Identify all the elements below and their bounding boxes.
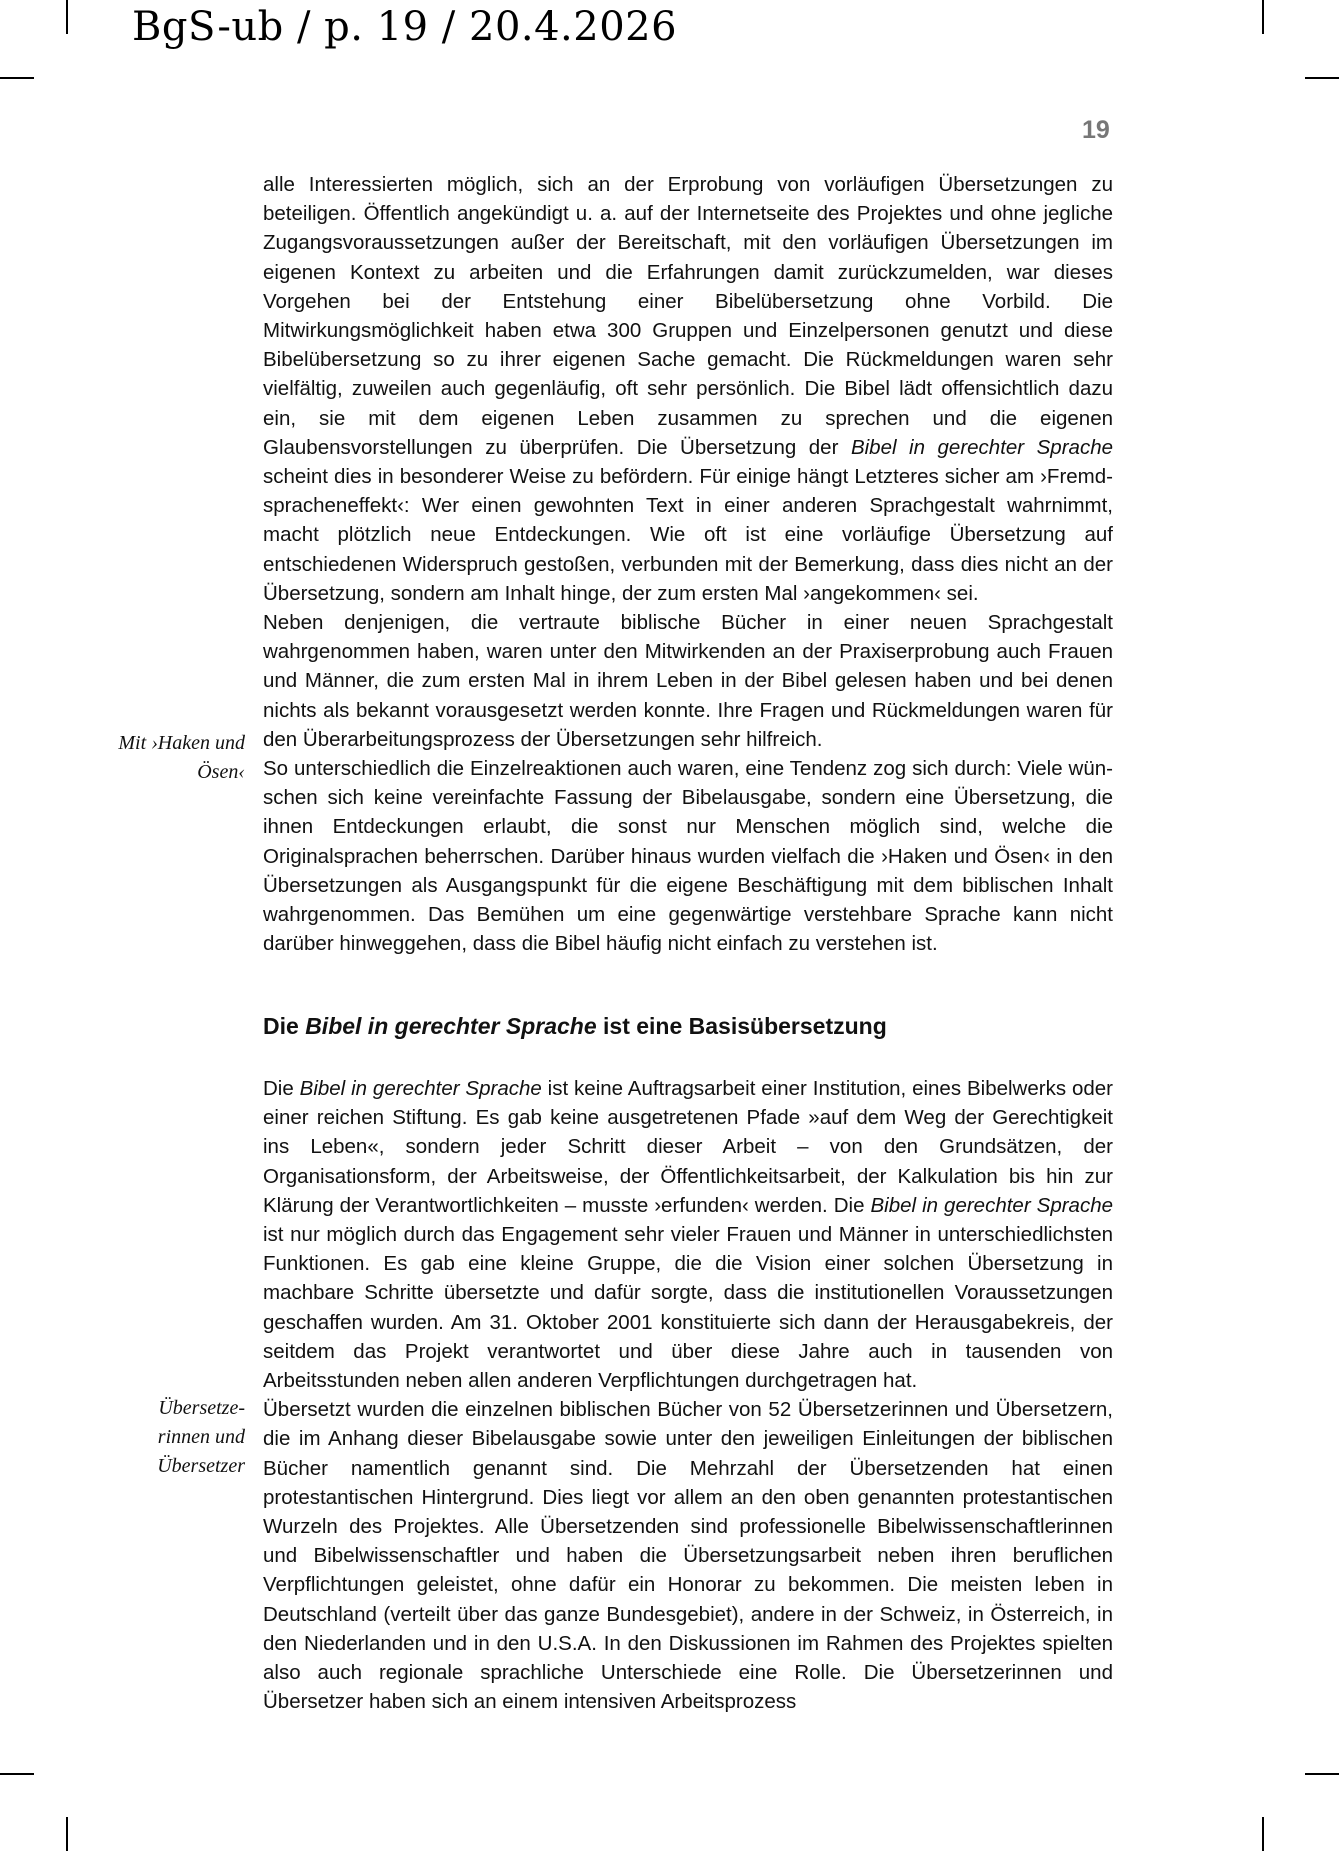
page-number: 19	[1082, 116, 1110, 144]
margin-note: Mit ›Haken und Ösen‹	[118, 732, 245, 784]
crop-mark	[0, 1773, 34, 1775]
italic-title: Bibel in gerechter Sprache	[299, 1077, 542, 1100]
paragraph: Übersetzt wurden die einzelnen biblischen Bücher von 52 Übersetzerinnen und Übersetzern, die im Anhang dieser Bibelausgabe sowie unter den jeweiligen Einleitungen der biblischen Bücher namentlich genannt sind. Die Mehrzahl der Übersetzenden hat einen protestantischen Hintergrund. Dies liegt vor allem an den oben genannten protestantischen Wurzeln des Projektes. Alle Übersetzenden sind professionelle Bibelwissenschaftlerinnen und Bibelwissenschaftler und haben die Übersetzungsarbeit neben ihren beruflichen Verpflichtungen geleistet, ohne dafür ein Honorar zu bekommen. Die meisten leben in Deutschland (verteilt über das ganze Bundesgebiet), andere in der Schweiz, in Österreich, in den Niederlanden und in den U.S.A. In den Diskussionen im Rahmen des Projektes spielten also auch regionale sprachliche Unterschiede eine Rolle. Die Übersetzerinnen und Übersetzer haben sich an einem intensiven Arbeitsprozess	[263, 1398, 1113, 1714]
paragraph: So unterschiedlich die Einzelreaktionen auch waren, eine Tendenz zog sich durch: Viele wünschen sich keine vereinfachte Fassung der Bibelausgabe, sondern eine Übersetzung, die ihnen Entdeckungen erlaubt, die sonst nur Menschen möglich sind, welche die Originalsprachen beherrschen. Darüber hinaus wurden vielfach die ›Haken und Ösen‹ in den Übersetzungen als Ausgangspunkt für die eigene Beschäftigung mit dem biblischen Inhalt wahrgenommen. Das Bemühen um eine gegenwärtige verstehbare Sprache kann nicht darüber hinweggehen, dass die Bibel häufig nicht einfach zu verstehen ist.	[263, 757, 1113, 956]
crop-mark	[1262, 0, 1264, 34]
crop-mark	[66, 0, 68, 34]
text: ist keine Auftragsarbeit einer Institution, eines Bibelwerks oder einer reichen Stiftung. Es gab keine ausgetretenen Pfade »auf dem Weg der Gerechtigkeit ins Leben«, sondern jeder Schritt dieser Arbeit – von den Grundsätzen, der Organisationsform, der Arbeitsweise, der Öffentlichkeitsarbeit, der Kalkulation bis hin zur Klärung der Verantwortlichkeiten – musste ›erfunden‹ werden. Die	[263, 1077, 1113, 1217]
text: Die	[263, 1077, 300, 1100]
crop-mark	[1305, 77, 1339, 79]
heading-text: Die	[263, 1013, 306, 1039]
section-heading	[263, 1013, 887, 1040]
paragraph: Neben denjenigen, die vertraute biblische Bücher in einer neuen Sprachgestalt wahrgenommen haben, waren unter den Mitwirkenden an der Praxiserprobung auch Frauen und Männer, die zum ersten Mal in ihrem Leben in der Bibel gelesen haben und bei denen nichts als bekannt vorausgesetzt werden konnte. Ihre Fragen und Rückmeldungen waren für den Überarbeitungsprozess der Übersetzungen sehr hilfreich.	[263, 611, 1113, 751]
margin-note: Übersetzerinnen und Übersetzer	[157, 1397, 245, 1478]
text: alle Interessierten möglich, sich an der Erprobung von vorläufigen Übersetzungen zu beteiligen. Öffentlich angekündigt u. a. auf der Internetseite des Projektes und ohne jegliche Zugangsvoraussetzungen außer der Bereitschaft, mit den vorläufigen Übersetzungen im eigenen Kontext zu arbeiten und die Erfahrungen damit zurückzumelden, war dieses Vorgehen bei der Entstehung einer Bibelübersetzung ohne Vorbild. Die Mitwirkungsmöglichkeit haben etwa 300 Gruppen und Einzelpersonen genutzt und diese Bibelübersetzung so zu ihrer eigenen Sache gemacht. Die Rückmeldungen waren sehr vielfältig, zuweilen auch gegenläufig, oft sehr persönlich. Die Bibel lädt offensichtlich dazu ein, sie mit dem eigenen Leben zusammen zu sprechen und die eigenen Glaubensvorstellungen zu überprüfen. Die Übersetzung der	[263, 173, 1113, 459]
print-header: BgS-ub / p. 19 / 20.4.2026	[132, 4, 678, 50]
text: scheint dies in besonderer Weise zu befördern. Für einige hängt Letzteres sicher am ›Fremdspracheneffekt‹: Wer einen gewohnten Text in einer anderen Sprachgestalt wahrnimmt, macht plötzlich neue Entdeckungen. Wie oft ist eine vorläufige Übersetzung auf entschiedenen Widerspruch gestoßen, verbunden mit der Bemerkung, dass dies nicht an der Übersetzung, sondern am Inhalt hinge, der zum ersten Mal ›angekommen‹ sei.	[263, 465, 1113, 605]
heading-italic: Bibel in gerechter Sprache	[305, 1013, 597, 1039]
text-block-2	[263, 1074, 1113, 1716]
italic-title: Bibel in gerechter Sprache	[870, 1193, 1113, 1217]
heading-text: ist eine Basisübersetzung	[596, 1013, 887, 1039]
italic-title: Bibel in gerechter Sprache	[850, 435, 1113, 459]
crop-mark	[1305, 1773, 1339, 1775]
paragraph	[263, 1074, 1113, 1395]
text: ist nur möglich durch das Engagement sehr vieler Frauen und Männer in unterschiedlichsten Funktionen. Es gab eine kleine Gruppe, die die Vision einer solchen Übersetzung in machbare Schritte übersetzte und dafür sorgte, dass die institutionellen Voraussetzungen geschaffen wurden. Am 31. Oktober 2001 konstituierte sich dann der Herausgabekreis, der seitdem das Projekt verantwortet und über diese Jahre auch in tausenden von Arbeitsstunden neben allen anderen Verpflichtungen durchgetragen hat.	[263, 1223, 1113, 1393]
crop-mark	[1262, 1817, 1264, 1851]
crop-mark	[66, 1817, 68, 1851]
paragraph	[263, 170, 1113, 608]
crop-mark	[0, 77, 34, 79]
text-block-1	[263, 170, 1113, 958]
